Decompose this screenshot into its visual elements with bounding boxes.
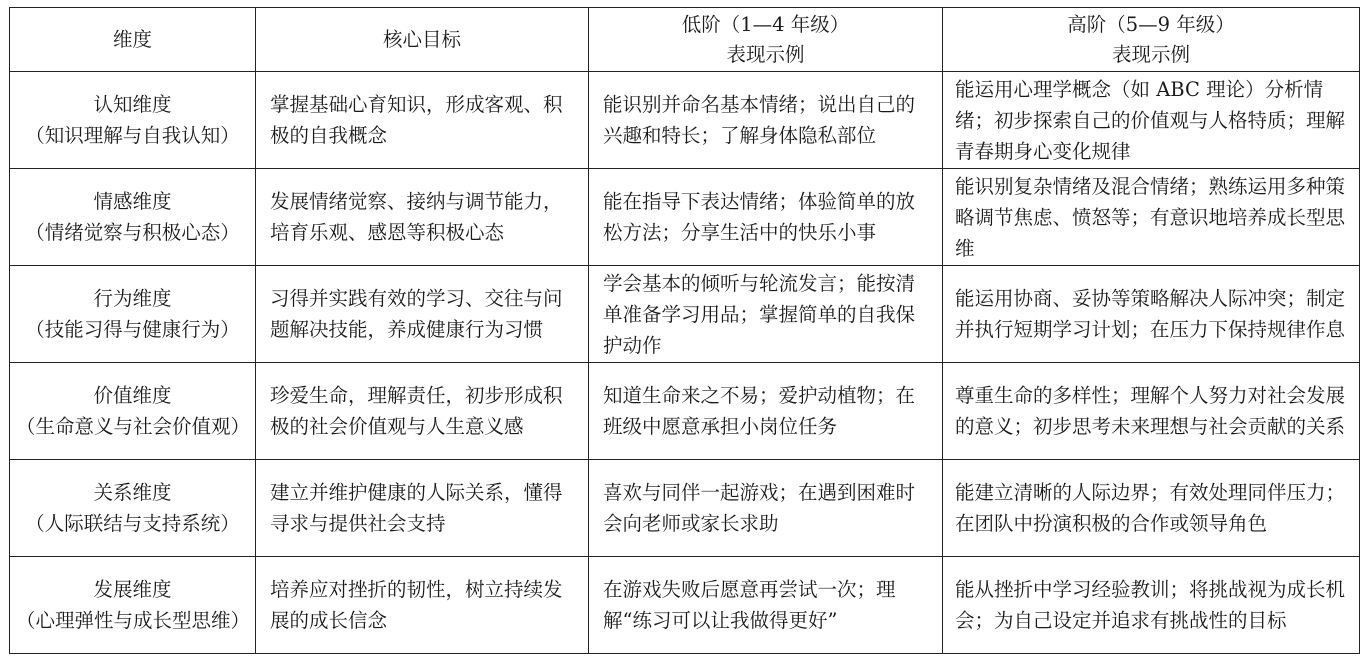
- dimension-name: 认知维度: [93, 93, 172, 116]
- dimension-cell: [10, 169, 256, 266]
- dimension-cell: [10, 460, 256, 557]
- dimension-name: 行为维度: [93, 287, 172, 310]
- table-row: [10, 266, 1360, 363]
- low-grade-cell: 能在指导下表达情绪；体验简单的放松方法；分享生活中的快乐小事: [589, 169, 943, 266]
- dimension-cell: [10, 266, 256, 363]
- table-row: [10, 363, 1360, 460]
- dimension-name: 情感维度: [93, 190, 172, 213]
- dimension-description: （技能习得与健康行为）: [25, 318, 240, 341]
- high-grade-cell: 能运用协商、妥协等策略解决人际冲突；制定并执行短期学习计划；在压力下保持规律作息: [943, 266, 1360, 363]
- table-row: [10, 72, 1360, 169]
- low-grade-cell: 喜欢与同伴一起游戏；在遇到困难时会向老师或家长求助: [589, 460, 943, 557]
- table-row: [10, 169, 1360, 266]
- core-goal-cell: 发展情绪觉察、接纳与调节能力，培育乐观、感恩等积极心态: [256, 169, 589, 266]
- header-core-goal: 核心目标: [256, 8, 589, 72]
- dimension-name: 发展维度: [93, 578, 172, 601]
- table-row: [10, 557, 1360, 654]
- high-grade-cell: 能运用心理学概念（如 ABC 理论）分析情绪；初步探索自己的价值观与人格特质；理解青春期身心变化规律: [943, 72, 1360, 169]
- header-low-grade-title: 低阶（1—4 年级）: [681, 12, 850, 36]
- low-grade-cell: 能识别并命名基本情绪；说出自己的兴趣和特长；了解身体隐私部位: [589, 72, 943, 169]
- dimension-cell: [10, 72, 256, 169]
- dimension-cell: [10, 557, 256, 654]
- core-goal-cell: 珍爱生命，理解责任，初步形成积极的社会价值观与人生意义感: [256, 363, 589, 460]
- header-high-grade-subtitle: 表现示例: [1111, 42, 1190, 66]
- core-goal-cell: 建立并维护健康的人际关系，懂得寻求与提供社会支持: [256, 460, 589, 557]
- dimension-description: （情绪觉察与积极心态）: [25, 221, 240, 244]
- header-low-grade-subtitle: 表现示例: [726, 42, 805, 66]
- high-grade-cell: 能识别复杂情绪及混合情绪；熟练运用多种策略调节焦虑、愤怒等；有意识地培养成长型思维: [943, 169, 1360, 266]
- low-grade-cell: 在游戏失败后愿意再尝试一次；理解“练习可以让我做得更好”: [589, 557, 943, 654]
- core-goal-cell: 习得并实践有效的学习、交往与问题解决技能，养成健康行为习惯: [256, 266, 589, 363]
- dimension-description: （心理弹性与成长型思维）: [16, 609, 251, 632]
- high-grade-cell: 尊重生命的多样性；理解个人努力对社会发展的意义；初步思考未来理想与社会贡献的关系: [943, 363, 1360, 460]
- dimension-description: （生命意义与社会价值观）: [16, 415, 251, 438]
- dimension-cell: [10, 363, 256, 460]
- header-low-grade: [589, 8, 943, 72]
- low-grade-cell: 知道生命来之不易；爱护动植物；在班级中愿意承担小岗位任务: [589, 363, 943, 460]
- core-goal-cell: 掌握基础心育知识，形成客观、积极的自我概念: [256, 72, 589, 169]
- header-dimension: 维度: [10, 8, 256, 72]
- dimension-name: 价值维度: [93, 384, 172, 407]
- mental-health-goals-table: [9, 7, 1360, 654]
- high-grade-cell: 能从挫折中学习经验教训；将挑战视为成长机会；为自己设定并追求有挑战性的目标: [943, 557, 1360, 654]
- core-goal-cell: 培养应对挫折的韧性，树立持续发展的成长信念: [256, 557, 589, 654]
- dimension-description: （人际联结与支持系统）: [25, 512, 240, 535]
- low-grade-cell: 学会基本的倾听与轮流发言；能按清单准备学习用品；掌握简单的自我保护动作: [589, 266, 943, 363]
- header-row: [10, 8, 1360, 72]
- header-high-grade: [943, 8, 1360, 72]
- header-high-grade-title: 高阶（5—9 年级）: [1067, 12, 1235, 36]
- dimension-name: 关系维度: [93, 481, 172, 504]
- dimension-description: （知识理解与自我认知）: [25, 124, 240, 147]
- table-row: [10, 460, 1360, 557]
- high-grade-cell: 能建立清晰的人际边界；有效处理同伴压力；在团队中扮演积极的合作或领导角色: [943, 460, 1360, 557]
